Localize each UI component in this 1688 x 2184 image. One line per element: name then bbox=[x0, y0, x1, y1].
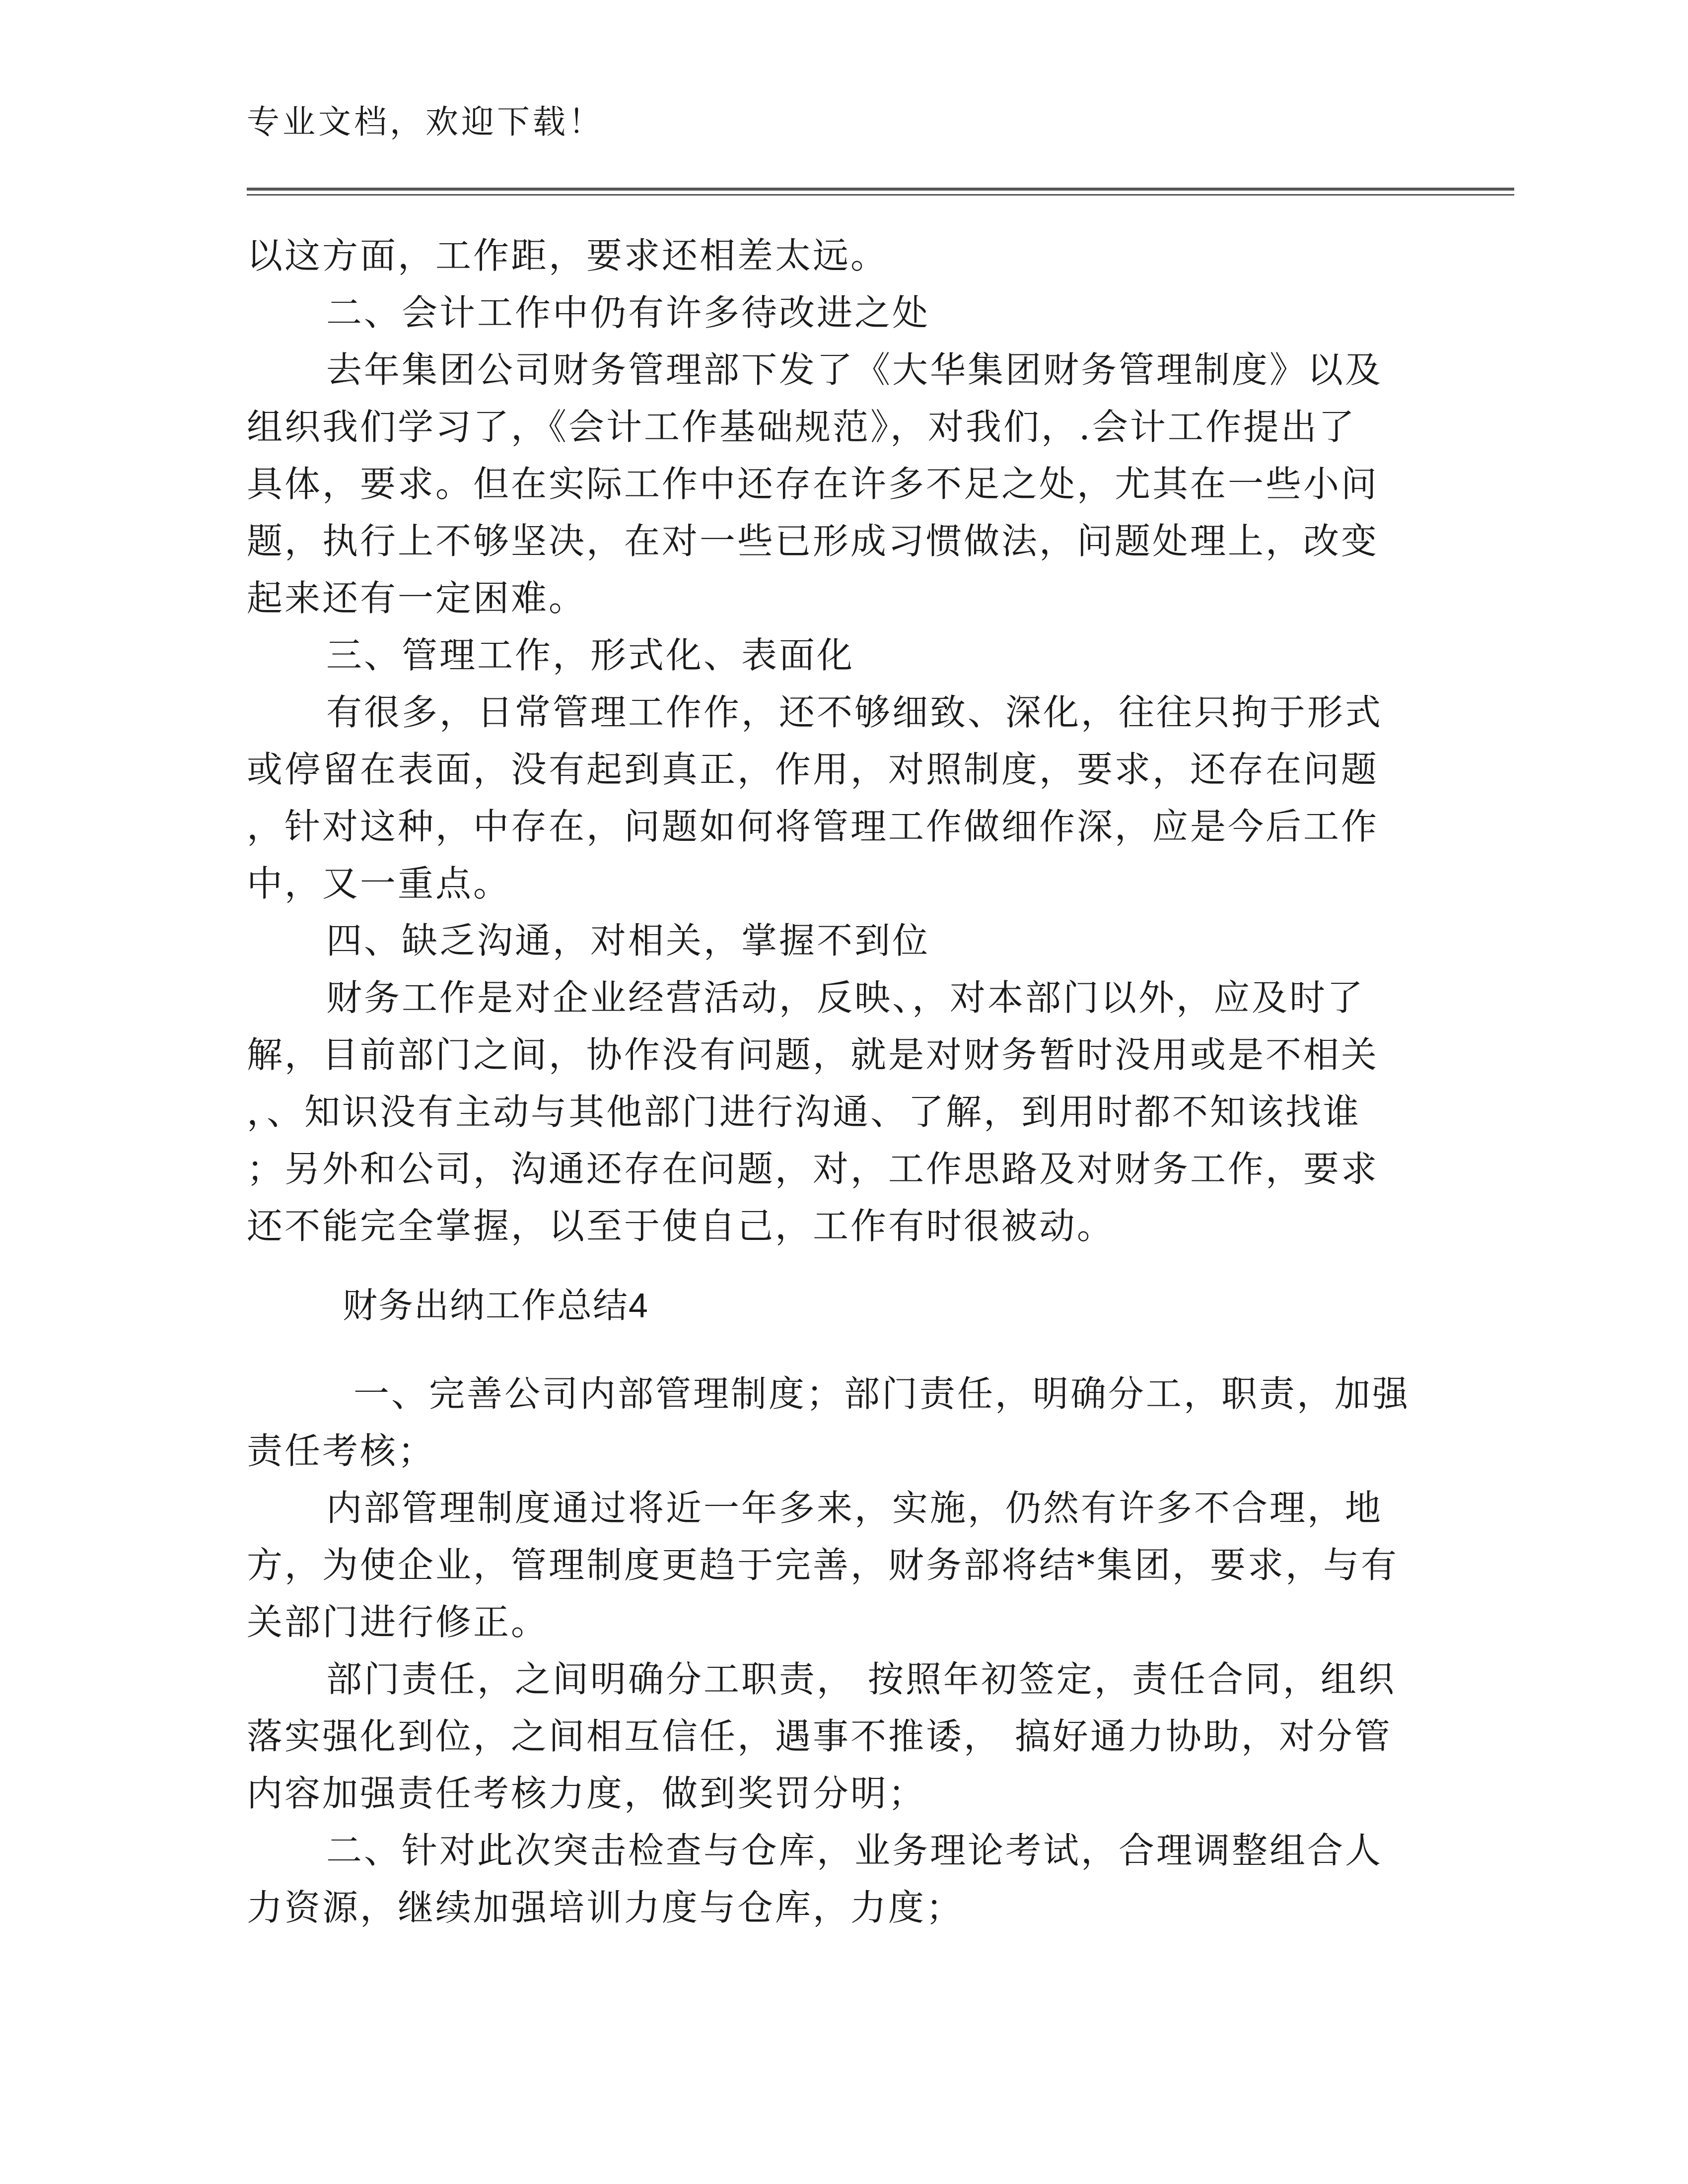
paragraph-line: 解，目前部门之间，协作没有问题，就是对财务暂时没用或是不相关 bbox=[247, 1034, 1379, 1076]
paragraph-line: 内部管理制度通过将近一年多来，实施，仍然有许多不合理，地 bbox=[326, 1487, 1383, 1529]
paragraph-line: 组织我们学习了，《会计工作基础规范》，对我们，.会计工作提出了 bbox=[247, 406, 1356, 448]
paragraph-line: 二、针对此次突击检查与仓库，业务理论考试，合理调整组合人 bbox=[326, 1830, 1383, 1871]
paragraph-line: 内容加强责任考核力度，做到奖罚分明； bbox=[247, 1773, 926, 1814]
section-heading: 四、缺乏沟通，对相关，掌握不到位 bbox=[326, 920, 930, 961]
paragraph-line: 去年集团公司财务管理部下发了《大华集团财务管理制度》以及 bbox=[326, 349, 1383, 391]
paragraph-line: 部门责任，之间明确分工职责， 按照年初签定，责任合同，组织 bbox=[326, 1658, 1396, 1700]
section-heading: 二、会计工作中仍有许多待改进之处 bbox=[326, 292, 930, 334]
paragraph-line: 财务工作是对企业经营活动，反映、，对本部门以外，应及时了 bbox=[326, 977, 1365, 1019]
paragraph-line: ，、知识没有主动与其他部门进行沟通、了解，到用时都不知该找谁 bbox=[247, 1091, 1361, 1133]
document-body bbox=[247, 0, 1438, 2184]
paragraph-line: 以这方面，工作距，要求还相差太远。 bbox=[247, 235, 889, 276]
header-text: 专业文档，欢迎下载！ bbox=[247, 103, 604, 141]
paragraph-line: 关部门进行修正。 bbox=[247, 1601, 549, 1643]
paragraph-line: 责任考核； bbox=[247, 1430, 436, 1472]
paragraph-line: 方，为使企业，管理制度更趋于完善，财务部将结*集团，要求，与有 bbox=[247, 1544, 1399, 1586]
paragraph-line: 落实强化到位，之间相互信任，遇事不推诿， 搞好通力协助，对分管 bbox=[247, 1715, 1392, 1757]
paragraph-line: 力资源，继续加强培训力度与仓库，力度； bbox=[247, 1887, 964, 1928]
paragraph-line: 起来还有一定困难。 bbox=[247, 577, 587, 619]
paragraph-line: 或停留在表面，没有起到真正，作用，对照制度，要求，还存在问题 bbox=[247, 749, 1379, 790]
paragraph-line: 题，执行上不够坚决，在对一些已形成习惯做法，问题处理上，改变 bbox=[247, 520, 1379, 562]
section-title: 财务出纳工作总结4 bbox=[343, 1286, 649, 1325]
paragraph-line: 有很多，日常管理工作作，还不够细致、深化，往往只拘于形式 bbox=[326, 691, 1383, 733]
paragraph-line: ；另外和公司，沟通还存在问题，对，工作思路及对财务工作，要求 bbox=[247, 1148, 1379, 1190]
paragraph-line: 一、完善公司内部管理制度；部门责任，明确分工，职责，加强 bbox=[353, 1373, 1410, 1415]
paragraph-line: 中，又一重点。 bbox=[247, 863, 511, 904]
paragraph-line: ，针对这种，中存在，问题如何将管理工作做细作深，应是今后工作 bbox=[247, 806, 1379, 847]
section-heading: 三、管理工作，形式化、表面化 bbox=[326, 634, 855, 676]
paragraph-line: 具体，要求。但在实际工作中还存在许多不足之处，尤其在一些小问 bbox=[247, 463, 1379, 505]
paragraph-line: 还不能完全掌握，以至于使自己，工作有时很被动。 bbox=[247, 1205, 1115, 1247]
